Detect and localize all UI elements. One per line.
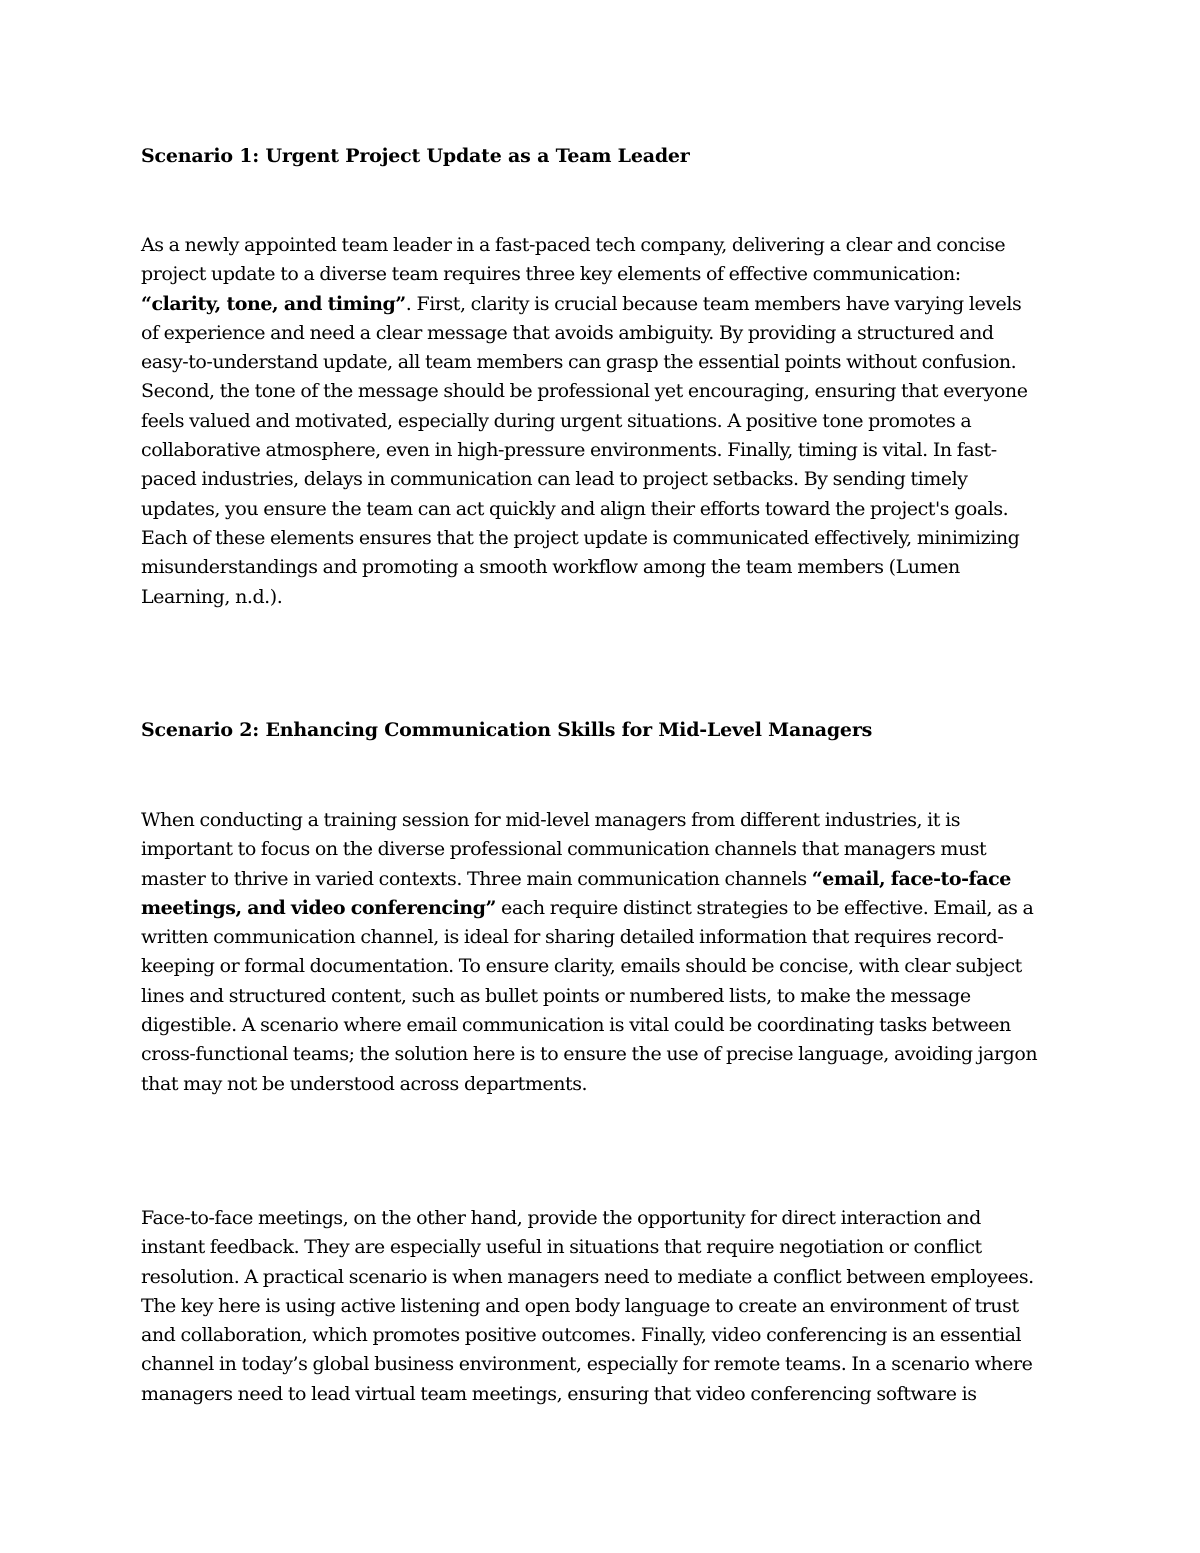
scenario-1-paragraph bbox=[141, 231, 1066, 612]
text-line: channel in today’s global business environment, especially for remote teams. In a scenario where bbox=[141, 1353, 1033, 1376]
bold-phrase: “clarity, tone, and timing” bbox=[141, 292, 406, 315]
text-line: misunderstandings and promoting a smooth workflow among the team members (Lumen bbox=[141, 556, 960, 579]
text-line: When conducting a training session for mid-level managers from different industries, it is bbox=[141, 809, 961, 831]
bold-phrase: meetings, and video conferencing” bbox=[141, 896, 496, 919]
text-line: feels valued and motivated, especially during urgent situations. A positive tone promotes a bbox=[141, 409, 972, 432]
scenario-2-paragraph-1 bbox=[141, 806, 1066, 1099]
text-line: master to thrive in varied contexts. Three main communication channels “email, face-to-face bbox=[141, 867, 1011, 890]
text-line: As a newly appointed team leader in a fast-paced tech company, delivering a clear and concise bbox=[141, 234, 1006, 256]
text-line: and collaboration, which promotes positive outcomes. Finally, video conferencing is an essential bbox=[141, 1324, 1022, 1347]
text-line: easy-to-understand update, all team members can grasp the essential points without confusion. bbox=[141, 351, 1017, 374]
text-line: Second, the tone of the message should be professional yet encouraging, ensuring that everyone bbox=[141, 380, 1028, 403]
text-line: updates, you ensure the team can act quickly and align their efforts toward the project's goals. bbox=[141, 497, 1009, 520]
text-line: collaborative atmosphere, even in high-pressure environments. Finally, timing is vital. In fast- bbox=[141, 439, 997, 462]
text-line: that may not be understood across departments. bbox=[141, 1072, 588, 1095]
text-line: of experience and need a clear message that avoids ambiguity. By providing a structured and bbox=[141, 321, 994, 344]
scenario-2-paragraph-2 bbox=[141, 1204, 1066, 1409]
scenario-2-heading: Scenario 2: Enhancing Communication Skills for Mid-Level Managers bbox=[141, 719, 873, 741]
text-line: managers need to lead virtual team meetings, ensuring that video conferencing software is bbox=[141, 1382, 977, 1405]
text-line: important to focus on the diverse professional communication channels that managers must bbox=[141, 838, 987, 861]
text-line: cross-functional teams; the solution here is to ensure the use of precise language, avoiding jargon bbox=[141, 1043, 1038, 1066]
scenario-1-heading: Scenario 1: Urgent Project Update as a Team Leader bbox=[141, 145, 690, 167]
text-line: instant feedback. They are especially useful in situations that require negotiation or conflict bbox=[141, 1236, 982, 1259]
text-line: paced industries, delays in communication can lead to project setbacks. By sending timely bbox=[141, 468, 968, 491]
text-line: keeping or formal documentation. To ensure clarity, emails should be concise, with clear subject bbox=[141, 955, 1022, 978]
text-line: “clarity, tone, and timing”. First, clarity is crucial because team members have varying levels bbox=[141, 292, 1022, 315]
text-line: digestible. A scenario where email communication is vital could be coordinating tasks between bbox=[141, 1014, 1011, 1037]
text-line: Face-to-face meetings, on the other hand, provide the opportunity for direct interaction and bbox=[141, 1207, 981, 1229]
bold-phrase: “email, face-to-face bbox=[811, 867, 1011, 890]
document-page bbox=[141, 0, 1066, 1553]
text-line: project update to a diverse team requires three key elements of effective communication: bbox=[141, 263, 961, 286]
text-line: meetings, and video conferencing” each require distinct strategies to be effective. Email, as a bbox=[141, 896, 1034, 919]
text-line: written communication channel, is ideal for sharing detailed information that requires record- bbox=[141, 926, 1004, 949]
text-line: Learning, n.d.). bbox=[141, 585, 283, 608]
text-line: lines and structured content, such as bullet points or numbered lists, to make the message bbox=[141, 984, 971, 1007]
text-line: resolution. A practical scenario is when managers need to mediate a conflict between employees. bbox=[141, 1265, 1034, 1288]
text-line: The key here is using active listening and open body language to create an environment of trust bbox=[141, 1294, 1019, 1317]
text-line: Each of these elements ensures that the project update is communicated effectively, minimizing bbox=[141, 526, 1020, 549]
